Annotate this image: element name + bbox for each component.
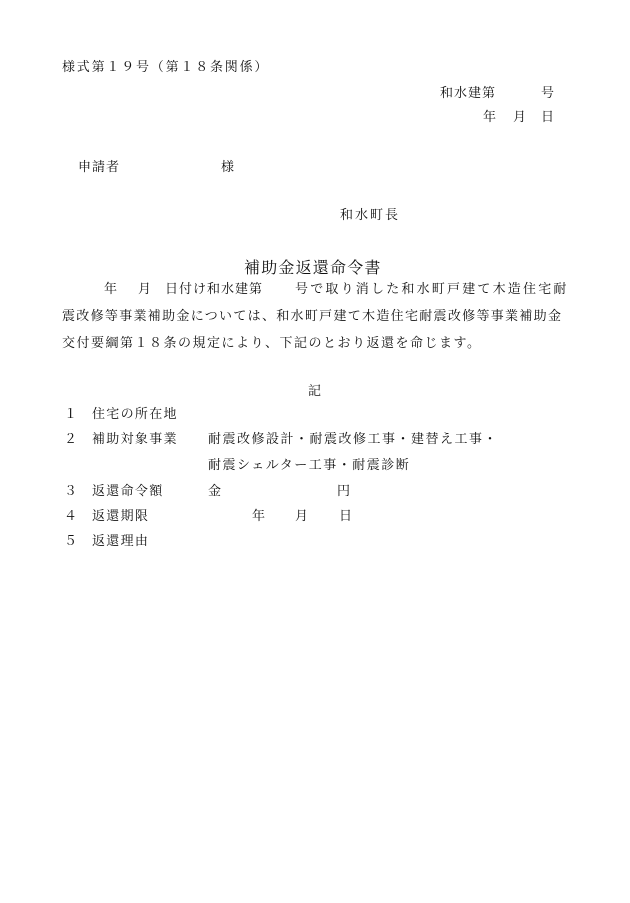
date-year: 年: [483, 110, 498, 125]
body-line1-month: 月: [138, 282, 153, 297]
deadline-year: 年: [252, 509, 267, 524]
document-title: 補助金返還命令書: [244, 258, 382, 277]
item-label-address: 住宅の所在地: [92, 407, 178, 422]
body-line3: 交付要綱第１８条の規定により、下記のとおり返還を命じます。: [62, 336, 482, 351]
refund-amount-suffix: 円: [337, 484, 352, 499]
item-number: １: [64, 407, 79, 422]
body-line1-day-ref: 日付け和水建第: [165, 282, 264, 297]
form-number: 様式第１９号（第１８条関係）: [62, 60, 270, 75]
refund-amount-prefix: 金: [208, 484, 223, 499]
addressee-honorific: 様: [221, 160, 236, 175]
date-day: 日: [541, 110, 556, 125]
reference-number-prefix: 和水建第: [440, 86, 497, 101]
ki-heading: 記: [308, 384, 323, 399]
item-number: ４: [64, 509, 79, 524]
item-label-subsidy-project: 補助対象事業: [92, 432, 178, 447]
item-label-refund-reason: 返還理由: [92, 534, 150, 549]
body-line1-year: 年: [104, 282, 119, 297]
addressee-label: 申請者: [78, 160, 121, 175]
item-value-subsidy-project-line2: 耐震シェルター工事・耐震診断: [208, 458, 411, 473]
issuer: 和水町長: [340, 208, 401, 223]
deadline-day: 日: [339, 509, 354, 524]
item-label-refund-amount: 返還命令額: [92, 484, 164, 499]
reference-number-suffix: 号: [541, 86, 556, 101]
item-value-subsidy-project-line1: 耐震改修設計・耐震改修工事・建替え工事・: [208, 432, 499, 447]
item-number: ５: [64, 534, 79, 549]
body-line2: 震改修等事業補助金については、和水町戸建て木造住宅耐震改修等事業補助金: [62, 309, 563, 324]
body-line1-rest: 号で取り消した和水町戸建て木造住宅耐: [295, 282, 569, 297]
date-month: 月: [513, 110, 528, 125]
deadline-month: 月: [295, 509, 310, 524]
item-number: ２: [64, 432, 79, 447]
item-number: ３: [64, 484, 79, 499]
item-label-refund-deadline: 返還期限: [92, 509, 150, 524]
